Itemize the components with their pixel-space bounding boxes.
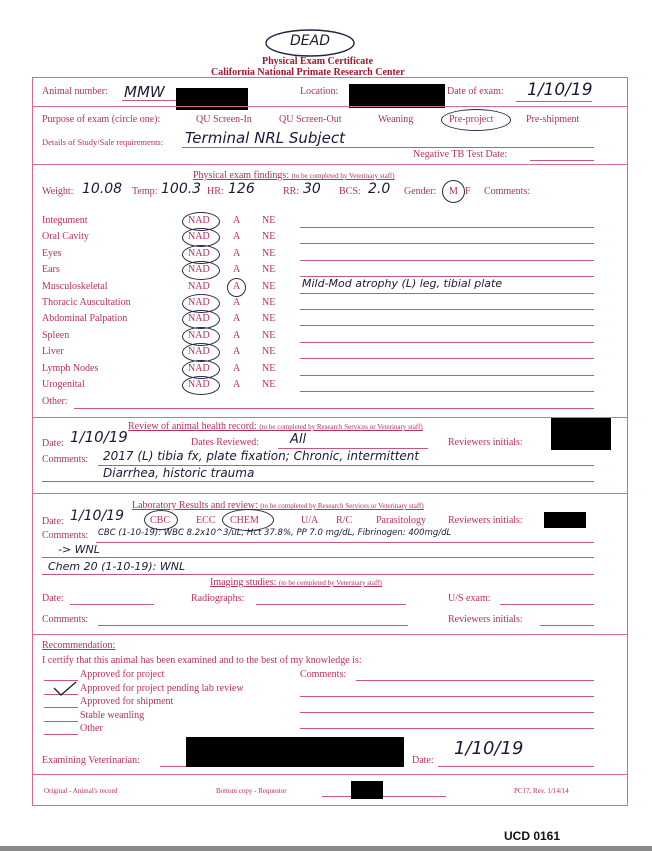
system-option-ne[interactable]: NE [262, 379, 276, 390]
lab-comments-line3: Chem 20 (1-10-19): WNL [48, 560, 186, 573]
purpose-option-weaning[interactable]: Weaning [378, 114, 414, 125]
findings-heading [193, 170, 395, 181]
details-value: Terminal NRL Subject [185, 129, 345, 147]
system-option-a[interactable]: A [233, 297, 241, 308]
section-divider [33, 493, 627, 494]
system-option-nad[interactable]: NAD [188, 215, 210, 226]
imaging-comments-label: Comments: [42, 614, 89, 625]
imaging-date-label: Date: [42, 593, 64, 604]
system-option-ne[interactable]: NE [262, 247, 276, 259]
system-option-a[interactable]: A [233, 215, 241, 226]
lab-comments-line1: CBC (1-10-19): WBC 8.2x10^3/uL, Hct 37.8%, PP 7.0 mg/dL, Fibrinogen: 400mg/dL [98, 528, 452, 538]
system-option-a[interactable]: A [233, 362, 241, 374]
exam-date-line [516, 101, 592, 102]
lab-initials-label: Reviewers initials: [448, 515, 523, 526]
recommendation-option: Approved for shipment [80, 696, 174, 707]
system-comment-line [300, 375, 594, 376]
lab-test-chem[interactable]: CHEM [230, 515, 259, 526]
system-option-ne[interactable]: NE [262, 297, 276, 308]
system-comment-line [300, 260, 594, 261]
gender-option-m[interactable]: M [449, 186, 458, 197]
system-option-nad[interactable]: NAD [188, 362, 210, 374]
system-name: Integument [42, 215, 88, 226]
system-comment-line [300, 243, 594, 244]
gender-m-circle [442, 180, 465, 203]
recommendation-option: Stable weanling [80, 709, 145, 721]
system-option-ne[interactable]: NE [262, 264, 276, 276]
us-exam-line [500, 604, 594, 605]
dates-reviewed-value: All [290, 432, 307, 447]
selected-result-circle [227, 278, 246, 297]
approval-checkmark [52, 680, 78, 698]
section-divider [33, 774, 627, 775]
option-check-line[interactable] [44, 734, 78, 735]
system-option-nad[interactable]: NAD [188, 264, 210, 276]
recommendation-heading: Recommendation: [42, 640, 116, 651]
weight-label: Weight: [42, 186, 74, 197]
system-name: Abdominal Palpation [42, 313, 128, 325]
review-note: (to be completed by Research Services or Veterinary staff) [259, 423, 423, 431]
review-comments-line2: Diarrhea, historic trauma [103, 466, 255, 480]
system-option-a[interactable]: A [233, 379, 241, 390]
review-heading [128, 421, 423, 432]
recommendation-option: Other [80, 723, 103, 734]
details-line [182, 147, 594, 148]
system-option-ne[interactable]: NE [262, 280, 276, 292]
scan-bottom-edge [0, 846, 652, 851]
form-title: Physical Exam Certificate [262, 56, 374, 67]
system-option-a[interactable]: A [233, 329, 241, 341]
imaging-note: (to be completed by Veterinary staff) [278, 579, 382, 587]
purpose-label: Purpose of exam (circle one): [42, 114, 161, 125]
system-option-nad[interactable]: NAD [188, 280, 210, 292]
imaging-initials-label: Reviewers initials: [448, 614, 523, 625]
certify-text: I certify that this animal has been examined and to the best of my knowledge is: [42, 655, 362, 666]
recommendation-option: Approved for project pending lab review [80, 682, 244, 694]
temp-value: 100.3 [161, 181, 202, 197]
system-option-ne[interactable]: NE [262, 231, 276, 243]
option-check-line[interactable] [44, 721, 78, 722]
us-exam-label: U/S exam: [448, 593, 491, 604]
lab-test-ua[interactable]: U/A [301, 515, 319, 526]
review-date-label: Date: [42, 438, 64, 449]
gender-label: Gender: [404, 186, 437, 197]
dates-reviewed-label: Dates Reviewed: [191, 437, 260, 448]
review-comments-line1: 2017 (L) tibia fx, plate fixation; Chronic, intermittent [103, 449, 420, 463]
lab-comments-label: Comments: [42, 530, 89, 541]
lab-comments-line2: -> WNL [58, 543, 100, 556]
lab-date-value: 1/10/19 [70, 508, 124, 524]
recommendation-comments-label: Comments: [300, 669, 347, 680]
imaging-heading-text: Imaging studies: [210, 577, 277, 588]
lab-comments-rule [96, 542, 594, 543]
form-subtitle: California National Primate Research Center [211, 67, 405, 78]
option-check-line[interactable] [44, 707, 78, 708]
system-option-nad[interactable]: NAD [188, 346, 210, 358]
other-label: Other: [42, 396, 68, 407]
rr-label: RR: [283, 186, 300, 197]
system-comment-line [300, 309, 594, 310]
selected-result-circle [182, 376, 220, 395]
dead-stamp-text: DEAD [290, 33, 330, 49]
footer-original: Original - Animal's record [44, 787, 118, 795]
animal-number-line [122, 100, 176, 101]
redacted-block [186, 737, 404, 767]
weight-value: 10.08 [82, 181, 123, 197]
system-option-nad[interactable]: NAD [188, 379, 210, 390]
imaging-heading [210, 577, 382, 588]
vet-date-line [438, 766, 594, 767]
system-option-nad[interactable]: NAD [188, 313, 210, 325]
system-option-ne[interactable]: NE [262, 346, 276, 358]
redacted-block [351, 781, 383, 799]
purpose-option-qu-screen-out[interactable]: QU Screen-Out [279, 114, 342, 125]
row-divider [33, 106, 627, 107]
purpose-option-qu-screen-in[interactable]: QU Screen-In [196, 114, 252, 125]
vet-date-value: 1/10/19 [454, 738, 524, 759]
cbc-circle [144, 510, 178, 530]
system-option-a[interactable]: A [233, 346, 241, 358]
system-option-nad[interactable]: NAD [188, 231, 210, 243]
review-heading-text: Review of animal health record: [128, 421, 257, 432]
temp-label: Temp: [132, 186, 158, 197]
radiographs-label: Radiographs: [191, 593, 245, 604]
system-option-a[interactable]: A [233, 313, 241, 325]
location-label: Location: [300, 86, 339, 97]
gender-option-f[interactable]: F [465, 186, 471, 197]
system-comment-line [300, 227, 594, 228]
lab-test-cbc[interactable]: CBC [150, 515, 171, 526]
system-comment-line [300, 342, 594, 343]
lab-test-ecc[interactable]: ECC [196, 515, 216, 526]
section-divider [33, 164, 627, 165]
system-option-nad[interactable]: NAD [188, 297, 210, 308]
system-option-ne[interactable]: NE [262, 362, 276, 374]
system-option-a[interactable]: A [233, 247, 241, 259]
animal-number-value: MMW [124, 83, 165, 101]
exam-date-label: Date of exam: [447, 86, 504, 97]
section-divider [33, 634, 627, 635]
system-name: Spleen [42, 329, 70, 341]
radiographs-line [256, 604, 406, 605]
system-comment: Mild-Mod atrophy (L) leg, tibial plate [302, 276, 503, 290]
findings-comments-label: Comments: [484, 186, 531, 197]
animal-number-label: Animal number: [42, 86, 108, 97]
review-initials-label: Reviewers initials: [448, 437, 523, 448]
redacted-block [551, 418, 611, 450]
examining-vet-label: Examining Veterinarian: [42, 755, 140, 766]
findings-note: (to be completed by Veterinary staff) [291, 172, 395, 180]
imaging-comments-line [98, 625, 408, 626]
lab-test-rc[interactable]: R/C [336, 515, 353, 526]
lab-note: (to be completed by Research Services or Veterinary staff) [260, 502, 424, 510]
lab-heading [132, 500, 424, 511]
system-option-a[interactable]: A [233, 264, 241, 276]
system-name: Oral Cavity [42, 231, 89, 243]
footer-form-id: PC17, Rev. 1/14/14 [514, 787, 569, 795]
bcs-label: BCS: [339, 186, 361, 197]
system-comment-line [300, 325, 594, 326]
lab-heading-text: Laboratory Results and review: [132, 500, 258, 511]
review-date-value: 1/10/19 [70, 428, 128, 446]
bcs-value: 2.0 [368, 181, 391, 197]
system-option-ne[interactable]: NE [262, 215, 276, 226]
system-name: Thoracic Auscultation [42, 297, 131, 308]
rr-value: 30 [303, 181, 321, 197]
system-option-ne[interactable]: NE [262, 313, 276, 325]
system-comment-line [300, 293, 594, 294]
recommendation-option: Approved for project [80, 669, 165, 680]
tb-line [530, 160, 594, 161]
imaging-date-line [70, 604, 154, 605]
review-comments-label: Comments: [42, 454, 89, 465]
hr-value: 126 [228, 181, 255, 197]
requestor-line [322, 796, 446, 797]
system-option-nad[interactable]: NAD [188, 247, 210, 259]
exam-date-value: 1/10/19 [527, 80, 593, 100]
hr-label: HR: [207, 186, 224, 197]
redacted-block [544, 512, 586, 528]
vet-date-label: Date: [412, 755, 434, 766]
recommendation-comments-line [300, 728, 594, 729]
other-line [74, 408, 594, 409]
system-name: Ears [42, 264, 60, 276]
system-name: Eyes [42, 247, 62, 259]
system-name: Liver [42, 346, 64, 358]
lab-comments-rule [42, 557, 594, 558]
lab-test-parasitology[interactable]: Parasitology [376, 515, 426, 526]
purpose-option-pre-project[interactable]: Pre-project [449, 114, 494, 125]
negative-tb-label: Negative TB Test Date: [413, 149, 508, 160]
lab-date-label: Date: [42, 516, 64, 527]
section-divider [33, 417, 627, 418]
system-option-a[interactable]: A [233, 231, 241, 243]
system-option-ne[interactable]: NE [262, 329, 276, 341]
system-name: Lymph Nodes [42, 362, 99, 374]
system-comment-line [300, 391, 594, 392]
imaging-initials-line [540, 625, 594, 626]
pre-project-circle [441, 109, 511, 131]
system-option-nad[interactable]: NAD [188, 329, 210, 341]
bates-number: UCD 0161 [504, 829, 561, 843]
recommendation-comments-line [300, 712, 594, 713]
redacted-block [349, 84, 445, 108]
footer-bottom-copy: Bottom copy - Requestor [216, 787, 287, 795]
system-name: Urogenital [42, 379, 85, 390]
system-name: Musculoskeletal [42, 280, 108, 292]
recommendation-comments-line [356, 680, 594, 681]
review-comments-rule [42, 481, 594, 482]
system-option-a[interactable]: A [233, 280, 241, 292]
details-label: Details of Study/Sale requirements: [42, 137, 164, 147]
lab-comments-rule [42, 574, 594, 575]
system-comment-line [300, 358, 594, 359]
purpose-option-pre-shipment[interactable]: Pre-shipment [526, 114, 580, 125]
findings-heading-text: Physical exam findings: [193, 170, 290, 181]
recommendation-comments-line [300, 696, 594, 697]
